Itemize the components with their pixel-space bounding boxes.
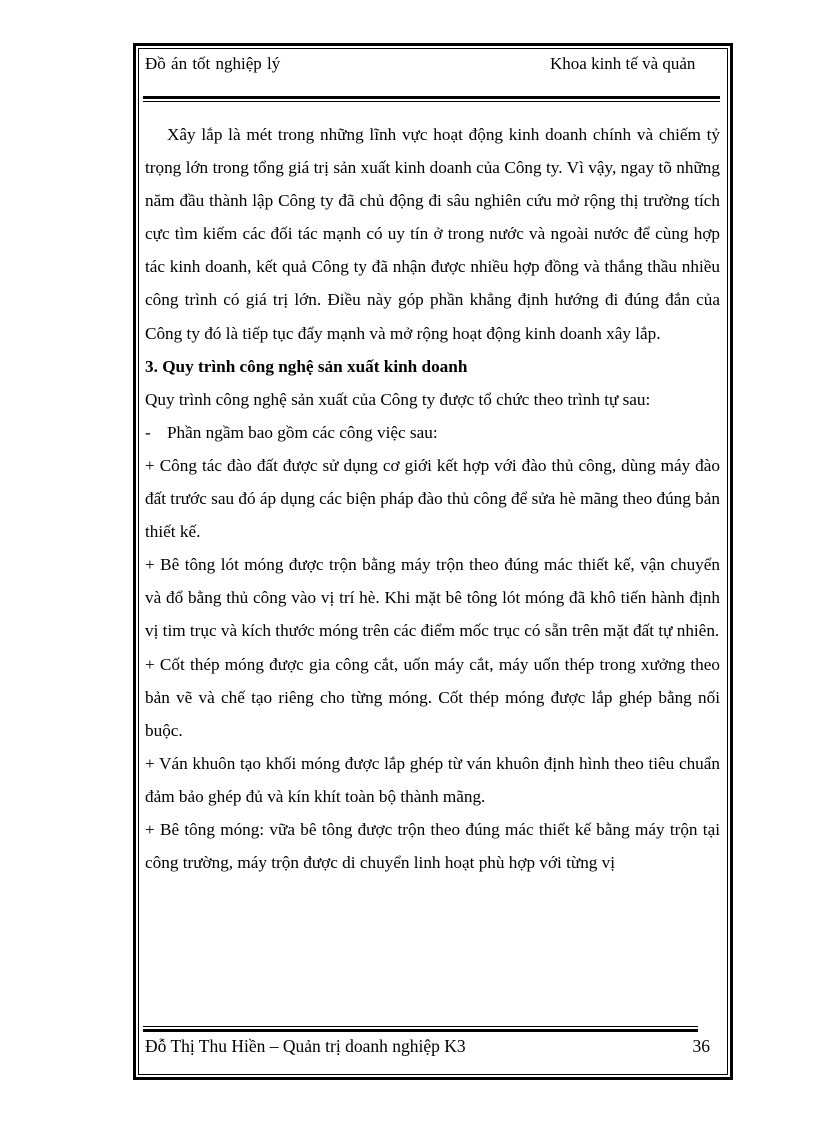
header-left-text: Đồ án tốt nghiệp lý <box>145 54 281 73</box>
dash-item-text: Phần ngầm bao gồm các công việc sau: <box>167 422 438 442</box>
list-item-rebar: + Cốt thép móng được gia công cắt, uốn máy cắt, máy uốn thép trong xưởng theo bản vẽ và chế tạo riêng cho từng móng. Cốt thép móng được lắp ghép bằng nối buộc. <box>145 654 720 740</box>
footer-rule-thick <box>143 1029 698 1032</box>
header-right-text: Khoa kinh tế và quản <box>550 54 696 73</box>
page-content <box>145 118 720 879</box>
header-rule-thin <box>143 101 720 102</box>
header-rule-thick <box>143 96 720 99</box>
page-header <box>145 54 720 94</box>
list-item-lean-concrete: + Bê tông lót móng được trộn bằng máy trộn theo đúng mác thiết kế, vận chuyển và đổ bằng thủ công vào vị trí hè. Khi mặt bê tông lót móng đã khô tiến hành định vị tim trục và kích thước móng trên các điểm mốc trục có sẵn trên mặt đất tự nhiên. <box>145 555 720 641</box>
list-item-formwork: + Ván khuôn tạo khối móng được lắp ghép từ ván khuôn định hình theo tiêu chuẩn đảm bảo ghép đủ và kín khít toàn bộ thành mãng. <box>145 753 720 806</box>
list-item-foundation-concrete: + Bê tông móng: vữa bê tông được trộn theo đúng mác thiết kế bằng máy trộn tại công trường, máy trộn được di chuyển linh hoạt phù hợp với từng vị <box>145 819 720 873</box>
footer-rule-thin <box>143 1026 698 1027</box>
paragraph-process: Quy trình công nghệ sản xuất của Công ty được tổ chức theo trình tự sau: <box>145 389 651 409</box>
list-item-dash <box>145 416 720 449</box>
dash-marker: - <box>145 422 151 442</box>
footer-author: Đỗ Thị Thu Hiền – Quản trị doanh nghiệp K3 <box>145 1036 466 1056</box>
paragraph-intro: Xây lắp là mét trong những lĩnh vực hoạt động kinh doanh chính và chiếm tỷ trọng lớn trong tổng giá trị sản xuất kinh doanh của Công ty. Vì vậy, ngay tõ những năm đầu thành lập Công ty đã chủ động đi sâu nghiên cứu mở rộng thị trường tích cực tìm kiếm các đối tác mạnh có uy tín ở trong nước và ngoài nước để cùng hợp tác kinh doanh, kết quả Công ty đã nhận được nhiều hợp đồng và thắng thầu nhiều công trình có giá trị lớn. Điều này góp phần khẳng định hướng đi đúng đắn của Công ty đó là tiếp tục đẩy mạnh và mở rộng hoạt động kinh doanh xây lắp. <box>145 125 720 343</box>
list-item-excavation: + Công tác đào đất được sử dụng cơ giới kết hợp với đào thủ công, dùng máy đào đất trước sau đó áp dụng các biện pháp đào thủ công để sửa hè mãng theo đúng bản thiết kế. <box>145 455 720 542</box>
section-heading: 3. Quy trình công nghệ sản xuất kinh doanh <box>145 356 468 376</box>
page-number: 36 <box>692 1036 710 1056</box>
